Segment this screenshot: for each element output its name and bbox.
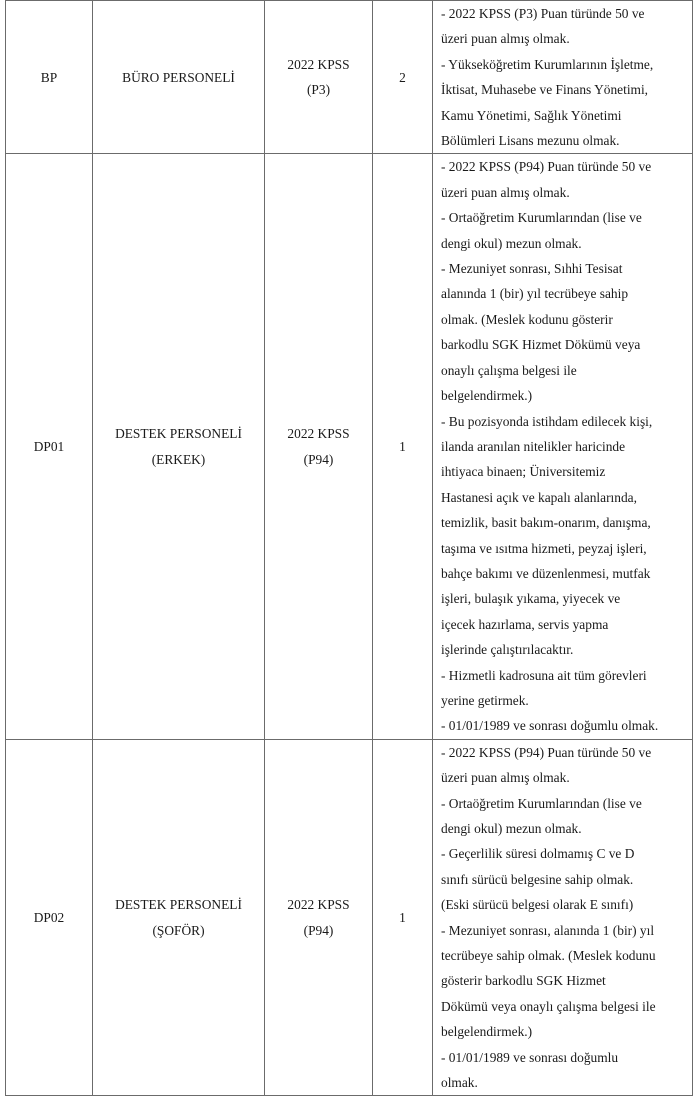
requirement-line: olmak. (Meslek kodunu gösterir: [441, 311, 613, 327]
exam-type-line: 2022 KPSS: [287, 426, 350, 442]
requirement-line: dengi okul) mezun olmak.: [441, 821, 582, 836]
requirement-line: gösterir barkodlu SGK Hizmet: [441, 973, 606, 989]
requirement-line: Dökümü veya onaylı çalışma belgesi ile: [441, 998, 656, 1014]
position-title-line: DESTEK PERSONELİ: [115, 897, 242, 913]
requirement-line: üzeri puan almış olmak.: [441, 770, 570, 786]
requirement-line: tecrübeye sahip olmak. (Meslek kodunu: [441, 948, 656, 964]
requirement-line: - Yükseköğretim Kurumlarının İşletme,: [441, 56, 654, 72]
position-title-line: (ERKEK): [151, 451, 206, 467]
requirement-line: - Hizmetli kadrosuna ait tüm görevleri: [441, 667, 647, 683]
requirement-line: dengi okul) mezun olmak.: [441, 235, 582, 251]
requirements-cell: [433, 739, 693, 1096]
position-count-cell: [373, 739, 433, 1096]
requirements-cell: [433, 154, 693, 739]
requirement-line: İktisat, Muhasebe ve Finans Yönetimi,: [441, 82, 649, 98]
table-row: [6, 154, 693, 739]
requirement-line: üzeri puan almış olmak.: [441, 31, 570, 47]
requirement-line: Bölümleri Lisans mezunu olmak.: [441, 133, 620, 149]
requirement-line: işleri, bulaşık yıkama, yiyecek ve: [441, 591, 621, 607]
table-row: [6, 739, 693, 1096]
requirement-line: sınıfı sürücü belgesine sahip olmak.: [441, 871, 634, 887]
position-code-cell: [6, 154, 93, 739]
requirement-line: Hastanesi açık ve kapalı alanlarında,: [441, 489, 637, 505]
requirement-line: yerine getirmek.: [441, 692, 529, 708]
requirement-line: üzeri puan almış olmak.: [441, 184, 570, 200]
position-count: 1: [399, 438, 406, 454]
requirement-line: - Mezuniyet sonrası, Sıhhi Tesisat: [441, 261, 623, 277]
position-title-cell: [93, 1, 265, 154]
exam-type-cell: [265, 739, 373, 1096]
requirement-line: temizlik, basit bakım-onarım, danışma,: [441, 515, 651, 531]
requirement-line: - 01/01/1989 ve sonrası doğumlu: [441, 1049, 619, 1065]
requirement-line: taşıma ve ısıtma hizmeti, peyzaj işleri,: [441, 540, 647, 556]
requirement-line: - 01/01/1989 ve sonrası doğumlu olmak.: [441, 718, 659, 734]
table-row: [6, 1, 693, 154]
position-code-cell: [6, 739, 93, 1096]
requirement-line: - 2022 KPSS (P94) Puan türünde 50 ve: [441, 744, 652, 760]
requirement-line: barkodlu SGK Hizmet Dökümü veya: [441, 337, 641, 353]
exam-type-line: 2022 KPSS: [287, 897, 350, 913]
exam-type-cell: [265, 1, 373, 154]
position-code: DP02: [33, 909, 65, 925]
requirement-line: - Mezuniyet sonrası, alanında 1 (bir) yıl: [441, 922, 655, 938]
exam-type-line: (P94): [303, 451, 334, 467]
positions-table-body: [6, 1, 693, 1096]
requirement-line: içecek hazırlama, servis yapma: [441, 616, 609, 632]
requirement-line: Kamu Yönetimi, Sağlık Yönetimi: [441, 107, 622, 123]
requirement-line: - 2022 KPSS (P94) Puan türünde 50 ve: [441, 159, 652, 175]
position-title-cell: [93, 154, 265, 739]
exam-type-line: (P94): [303, 922, 334, 938]
positions-table: [5, 0, 693, 1096]
requirement-line: işlerinde çalıştırılacaktır.: [441, 642, 574, 658]
position-code: BP: [40, 69, 58, 85]
requirement-line: olmak.: [441, 1075, 478, 1091]
requirement-line: - Bu pozisyonda istihdam edilecek kişi,: [441, 413, 653, 429]
position-code: DP01: [33, 438, 65, 454]
position-title-line: BÜRO PERSONELİ: [122, 69, 235, 85]
position-title-line: (ŞOFÖR): [152, 922, 205, 938]
position-title-line: DESTEK PERSONELİ: [115, 426, 242, 442]
requirement-line: alanında 1 (bir) yıl tecrübeye sahip: [441, 286, 629, 302]
position-code-cell: [6, 1, 93, 154]
requirement-line: - Ortaöğretim Kurumlarından (lise ve: [441, 210, 642, 226]
requirement-line: belgelendirmek.): [441, 388, 533, 404]
requirement-line: bahçe bakımı ve düzenlenmesi, mutfak: [441, 565, 651, 581]
position-title-cell: [93, 739, 265, 1096]
requirement-line: (Eski sürücü belgesi olarak E sınıfı): [441, 897, 634, 913]
requirement-line: belgelendirmek.): [441, 1024, 533, 1040]
exam-type-cell: [265, 154, 373, 739]
requirements-cell: [433, 1, 693, 154]
requirement-line: - Geçerlilik süresi dolmamış C ve D: [441, 846, 635, 862]
position-count: 2: [399, 69, 406, 85]
exam-type-line: 2022 KPSS: [287, 56, 350, 72]
position-count-cell: [373, 1, 433, 154]
position-count-cell: [373, 154, 433, 739]
requirement-line: - Ortaöğretim Kurumlarından (lise ve: [441, 795, 642, 811]
requirement-line: - 2022 KPSS (P3) Puan türünde 50 ve: [441, 6, 645, 21]
requirement-line: ihtiyaca binaen; Üniversitemiz: [441, 464, 606, 480]
exam-type-line: (P3): [306, 82, 331, 98]
requirement-line: onaylı çalışma belgesi ile: [441, 362, 577, 378]
position-count: 1: [399, 909, 406, 925]
requirement-line: ilanda aranılan nitelikler haricinde: [441, 438, 626, 454]
